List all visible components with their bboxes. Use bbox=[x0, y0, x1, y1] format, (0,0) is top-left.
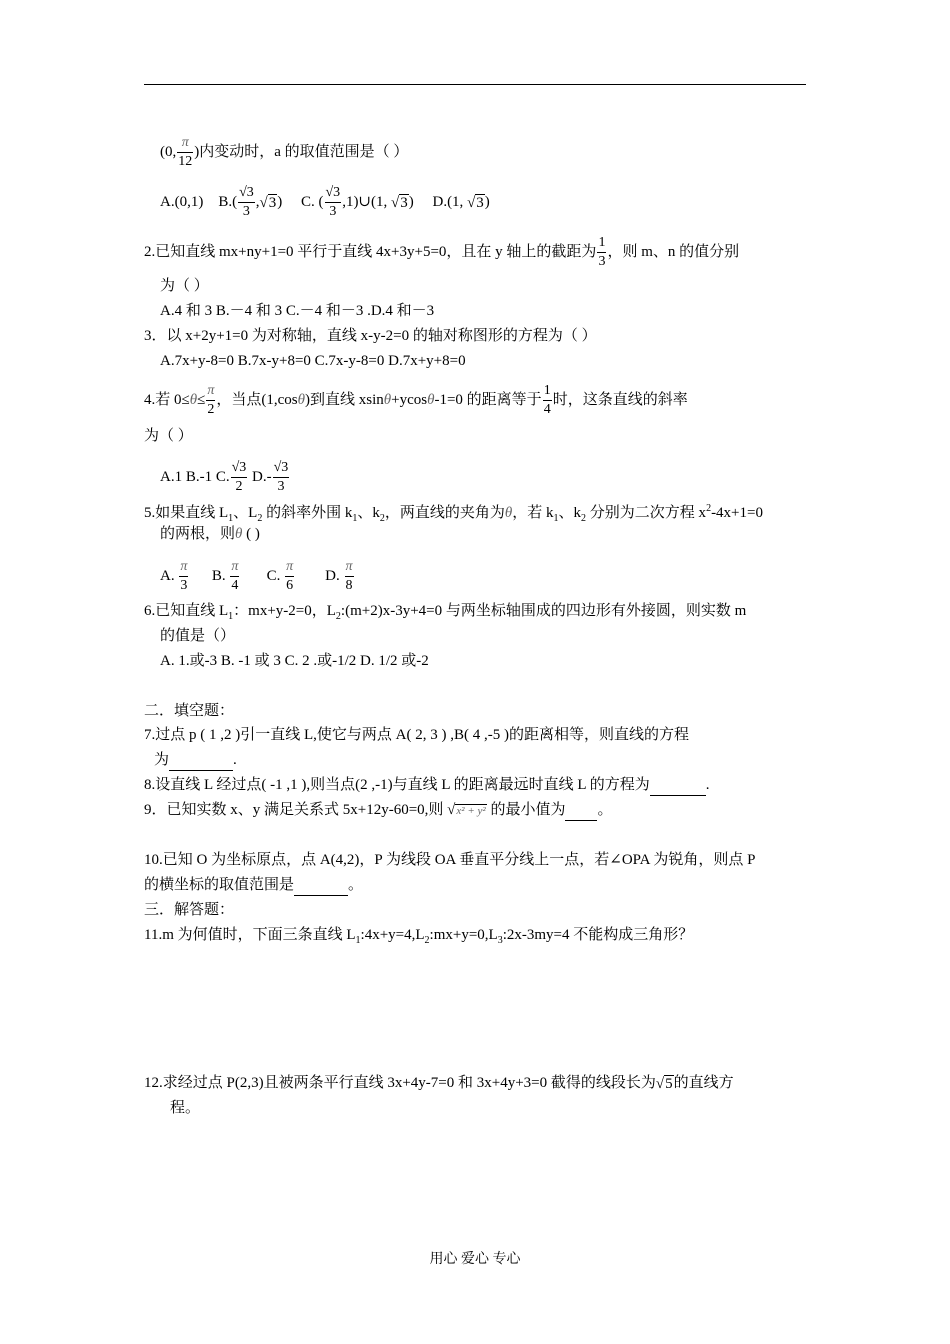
question-4-stem-cont: 为（ ） bbox=[144, 428, 193, 444]
question-6-stem: 6.已知直线 $L_1$：mx+y-2=0，$L_2:(m+2)x-3y+4=0$ 与两坐标轴围成的四边形有外接圆，则实数 m bbox=[144, 603, 747, 622]
question-5-options: A. $\frac{\pi}{3}$ B. $\frac{\pi}{4}$ C. $\frac{\pi}{6}$ D. $\frac{\pi}{8}$ bbox=[160, 559, 353, 593]
question-10-stem-cont: 的横坐标的取值范围是 。 bbox=[144, 875, 363, 896]
section-3-heading: 三．解答题： bbox=[144, 902, 235, 918]
question-12-stem-cont: 程。 bbox=[170, 1100, 201, 1116]
question-5-stem: 5.如果直线 $L_1$、$L_2$ 的斜率外围 $k_1$、$k_2$，两直线的夹角为θ，若 $k_1$、$k_2$ 分别为二次方程 $x^2-4x+1=0$ bbox=[144, 503, 763, 524]
question-4-stem: 4.若 0≤θ≤ $\frac{\pi}{2}$ ，当点(1,cosθ)到直线 xsinθ+ycosθ-1=0 的距离等于 $\frac{1}{4}$ 时，这条直线的斜率 bbox=[144, 383, 688, 417]
question-10-stem: 10.已知 O 为坐标原点，点 A(4,2)，P 为线段 OA 垂直平分线上一点，若∠OPA 为锐角，则点 P bbox=[144, 852, 756, 868]
header-rule bbox=[144, 84, 806, 85]
question-7-stem-cont: 为 . bbox=[154, 750, 237, 771]
question-5-stem-cont: 的两根，则θ ( ) bbox=[160, 526, 260, 542]
question-3-stem: 3．以 x+2y+1=0 为对称轴，直线 x-y-2=0 的轴对称图形的方程为（ ） bbox=[144, 328, 597, 344]
fraction-pi-12: $\frac{\pi}{12}$ bbox=[178, 135, 193, 169]
question-9-stem: 9．已知实数 x、y 满足关系式 5x+12y-60=0,则 √x² + y² 的最小值为 。 bbox=[144, 800, 612, 821]
question-prev-options: A.(0,1) B.( $\frac{√3}{3}$ ,√3) C. ( $\frac{√3}{3}$ ,1)∪(1, √3) D.(1, √3) bbox=[160, 185, 490, 219]
sqrt-symbol: √3 bbox=[259, 194, 277, 211]
question-3-options: A.7x+y-8=0 B.7x-y+8=0 C.7x-y-8=0 D.7x+y+8=0 bbox=[160, 353, 466, 369]
question-2-stem: 2.已知直线 mx+ny+1=0 平行于直线 4x+3y+5=0，且在 y 轴上的截距为 $\frac{1}{3}$ ，则 m、n 的值分别 bbox=[144, 235, 740, 269]
page-footer: 用心 爱心 专心 bbox=[429, 1252, 521, 1267]
sqrt-symbol: √x² + y² bbox=[447, 802, 486, 819]
question-11-stem: 11.m 为何值时，下面三条直线 $L_1:4x+y=4,L_2:mx+y=0,L_3:2x-3my=4$ 不能构成三角形？ bbox=[144, 927, 694, 946]
question-6-options: A. 1.或-3 B. -1 或 3 C. 2 .或-1/2 D. 1/2 或-2 bbox=[160, 653, 429, 669]
section-2-heading: 二．填空题： bbox=[144, 703, 235, 719]
question-12-stem: 12.求经过点 P(2,3)且被两条平行直线 3x+4y-7=0 和 3x+4y+3=0 截得的线段长为√5的直线方 bbox=[144, 1075, 734, 1092]
question-2-options: A.4 和 3 B.－4 和 3 C.－4 和－3 .D.4 和－3 bbox=[160, 303, 435, 319]
question-2-stem-cont: 为（ ） bbox=[160, 278, 209, 294]
question-6-stem-cont: 的值是（） bbox=[160, 628, 236, 644]
question-prev-stem: (0, $\frac{\pi}{12}$ )内变动时，a 的取值范围是（ ） bbox=[160, 135, 409, 169]
question-4-options: A.1 B.-1 C. $\frac{√3}{2}$ D.- $\frac{√3}{3}$ bbox=[160, 460, 289, 494]
question-8-stem: 8.设直线 L 经过点( -1 ,1 ),则当点(2 ,-1)与直线 L 的距离最远时直线 L 的方程为 . bbox=[144, 775, 710, 796]
question-7-stem: 7.过点 p ( 1 ,2 )引一直线 L,使它与两点 A( 2, 3 ) ,B( 4 ,-5 )的距离相等，则直线的方程 bbox=[144, 727, 689, 743]
